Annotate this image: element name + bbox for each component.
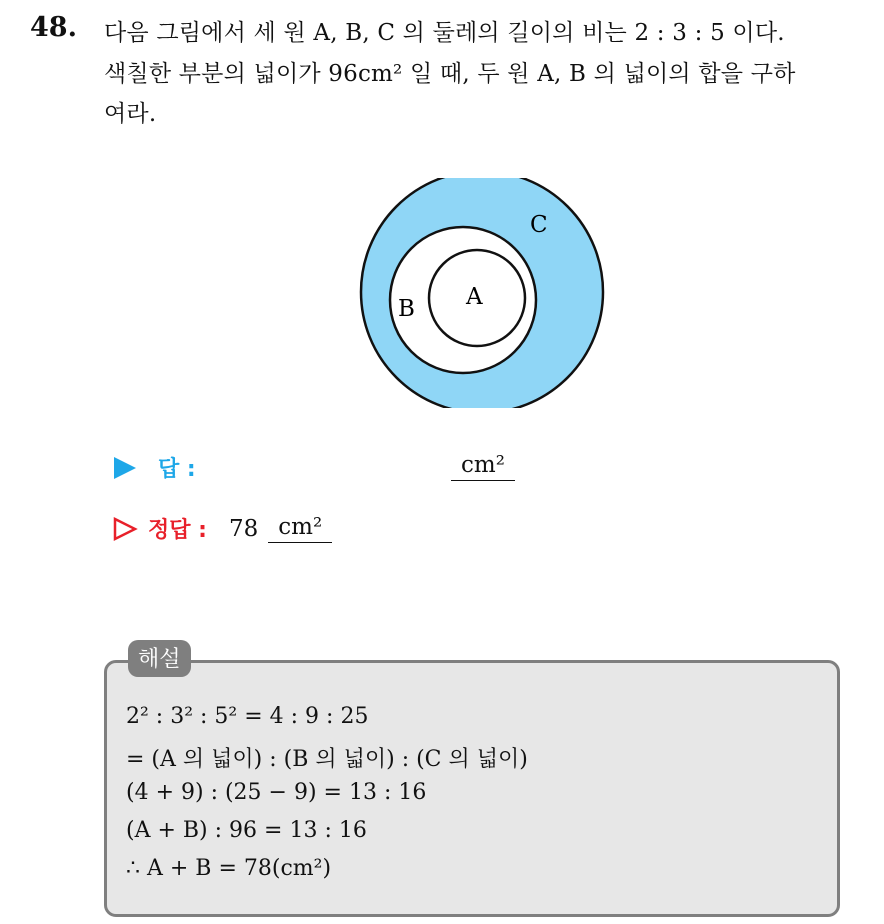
solution-line-3: (4 + 9) : (25 − 9) = 13 : 16 [126, 780, 427, 805]
correct-answer-unit: cm² [268, 514, 332, 543]
circles-figure [356, 178, 606, 408]
answer-row [112, 452, 196, 483]
correct-answer-row [112, 513, 332, 544]
solution-line-2: = (A 의 넓이) : (B 의 넓이) : (C 의 넓이) [126, 747, 528, 772]
question-text-line-3: 여라. [104, 101, 157, 127]
label-b: B [398, 296, 415, 322]
play-arrow-outline-icon [112, 516, 138, 542]
solution-line-5: ∴ A + B = 78(cm²) [126, 856, 332, 881]
answer-input[interactable] [451, 452, 515, 478]
answer-unit: cm² [451, 452, 515, 481]
question-text-line-2: 색칠한 부분의 넓이가 96cm² 일 때, 두 원 A, B 의 넓이의 합을 구하 [104, 61, 796, 87]
question-text-line-1: 다음 그림에서 세 원 A, B, C 의 둘레의 길이의 비는 2 : 3 : 5 이다. [104, 20, 785, 46]
label-c: C [530, 212, 548, 238]
answer-label: 답 : [158, 457, 196, 482]
question-number: 48. [30, 12, 77, 43]
solution-title: 해설 [128, 640, 191, 677]
solution-line-1: 2² : 3² : 5² = 4 : 9 : 25 [126, 704, 369, 729]
correct-answer-label: 정답 : [148, 518, 207, 543]
correct-answer-value: 78 [228, 515, 259, 542]
label-a: A [466, 284, 483, 310]
play-arrow-filled-icon [112, 455, 138, 481]
solution-line-4: (A + B) : 96 = 13 : 16 [126, 818, 367, 843]
